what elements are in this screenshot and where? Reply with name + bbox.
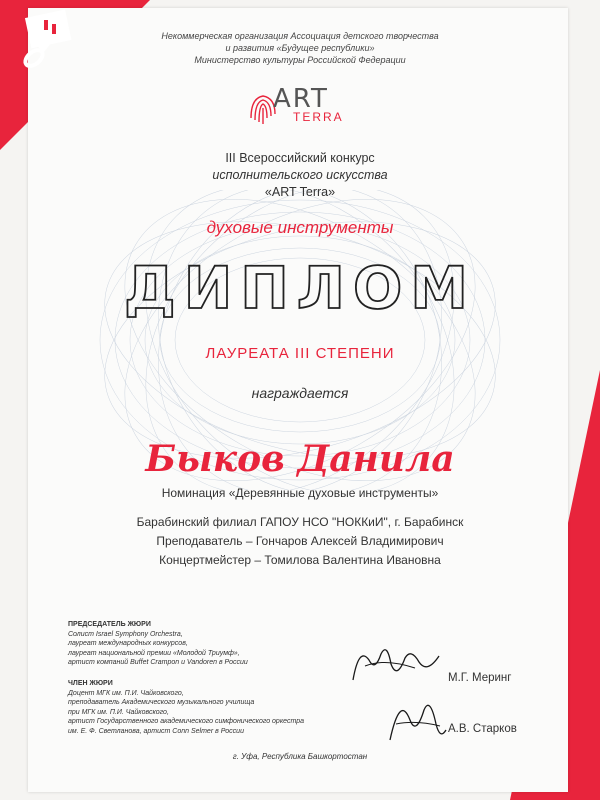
logo-art-text: ART — [273, 84, 329, 114]
contest-title — [0, 150, 600, 201]
jury-credential: артист компаний Buffet Crampon и Vandoren в России — [68, 659, 248, 666]
jury-credential: артист Государственного академического симфонического оркестра — [68, 718, 304, 725]
laureate-degree: ЛАУРЕАТА III СТЕПЕНИ — [205, 345, 395, 362]
jury-credential: Доцент МГК им. П.И. Чайковского, — [68, 689, 184, 697]
jury-credential: им. Е. Ф. Светланова, артист Conn Selmer в России — [68, 727, 244, 735]
logo-terra-text: TERRA — [293, 110, 344, 124]
organizer-line: и развития «Будущее республики» — [225, 43, 375, 53]
signature-name-chairman: М.Г. Меринг — [448, 672, 512, 684]
jury-credential: преподаватель Академического музыкального училища — [68, 699, 255, 706]
city-line: г. Уфа, Республика Башкортостан — [232, 752, 368, 761]
organizer-line: Некоммерческая организация Ассоциация детского творчества — [161, 31, 439, 41]
art-terra-logo — [245, 82, 355, 134]
accompanist-line: Концертмейстер – Томилова Валентина Ивановна — [159, 553, 441, 567]
recipient-name: Быков Данила — [145, 438, 455, 480]
diploma-title: ДИПЛОМ — [124, 254, 476, 322]
jury-credential: лауреат национальной премии «Молодой Триумф», — [68, 649, 240, 657]
contest-line: «ART Terra» — [264, 185, 336, 199]
contest-line: исполнительского искусства — [212, 168, 388, 182]
organizer-block — [0, 30, 600, 66]
jury-credential: при МГК им. П.И. Чайковского, — [68, 708, 169, 716]
signature-chairman — [345, 640, 445, 690]
teacher-line: Преподаватель – Гончаров Алексей Владимирович — [156, 534, 444, 548]
nomination-line: Номинация «Деревянные духовые инструменты» — [161, 486, 439, 500]
jury-chairman-block — [68, 620, 248, 668]
signature-name-member: А.В. Старков — [448, 723, 517, 735]
jury-credential: лауреат международных конкурсов, — [68, 640, 188, 647]
category-label: духовые инструменты — [206, 218, 394, 237]
contest-line: III Всероссийский конкурс — [225, 151, 375, 165]
signature-member — [380, 690, 450, 750]
details-block — [0, 513, 600, 570]
jury-member-block — [68, 679, 304, 736]
awarded-label: награждается — [251, 385, 349, 401]
jury-role: ПРЕДСЕДАТЕЛЬ ЖЮРИ — [68, 621, 151, 628]
organizer-line: Министерство культуры Российской Федерации — [194, 55, 406, 65]
institution-line: Барабинский филиал ГАПОУ НСО "НОККиИ", г. Барабинск — [136, 515, 464, 529]
jury-credential: Солист Israel Symphony Orchestra, — [68, 630, 183, 638]
jury-role: ЧЛЕН ЖЮРИ — [68, 680, 113, 687]
